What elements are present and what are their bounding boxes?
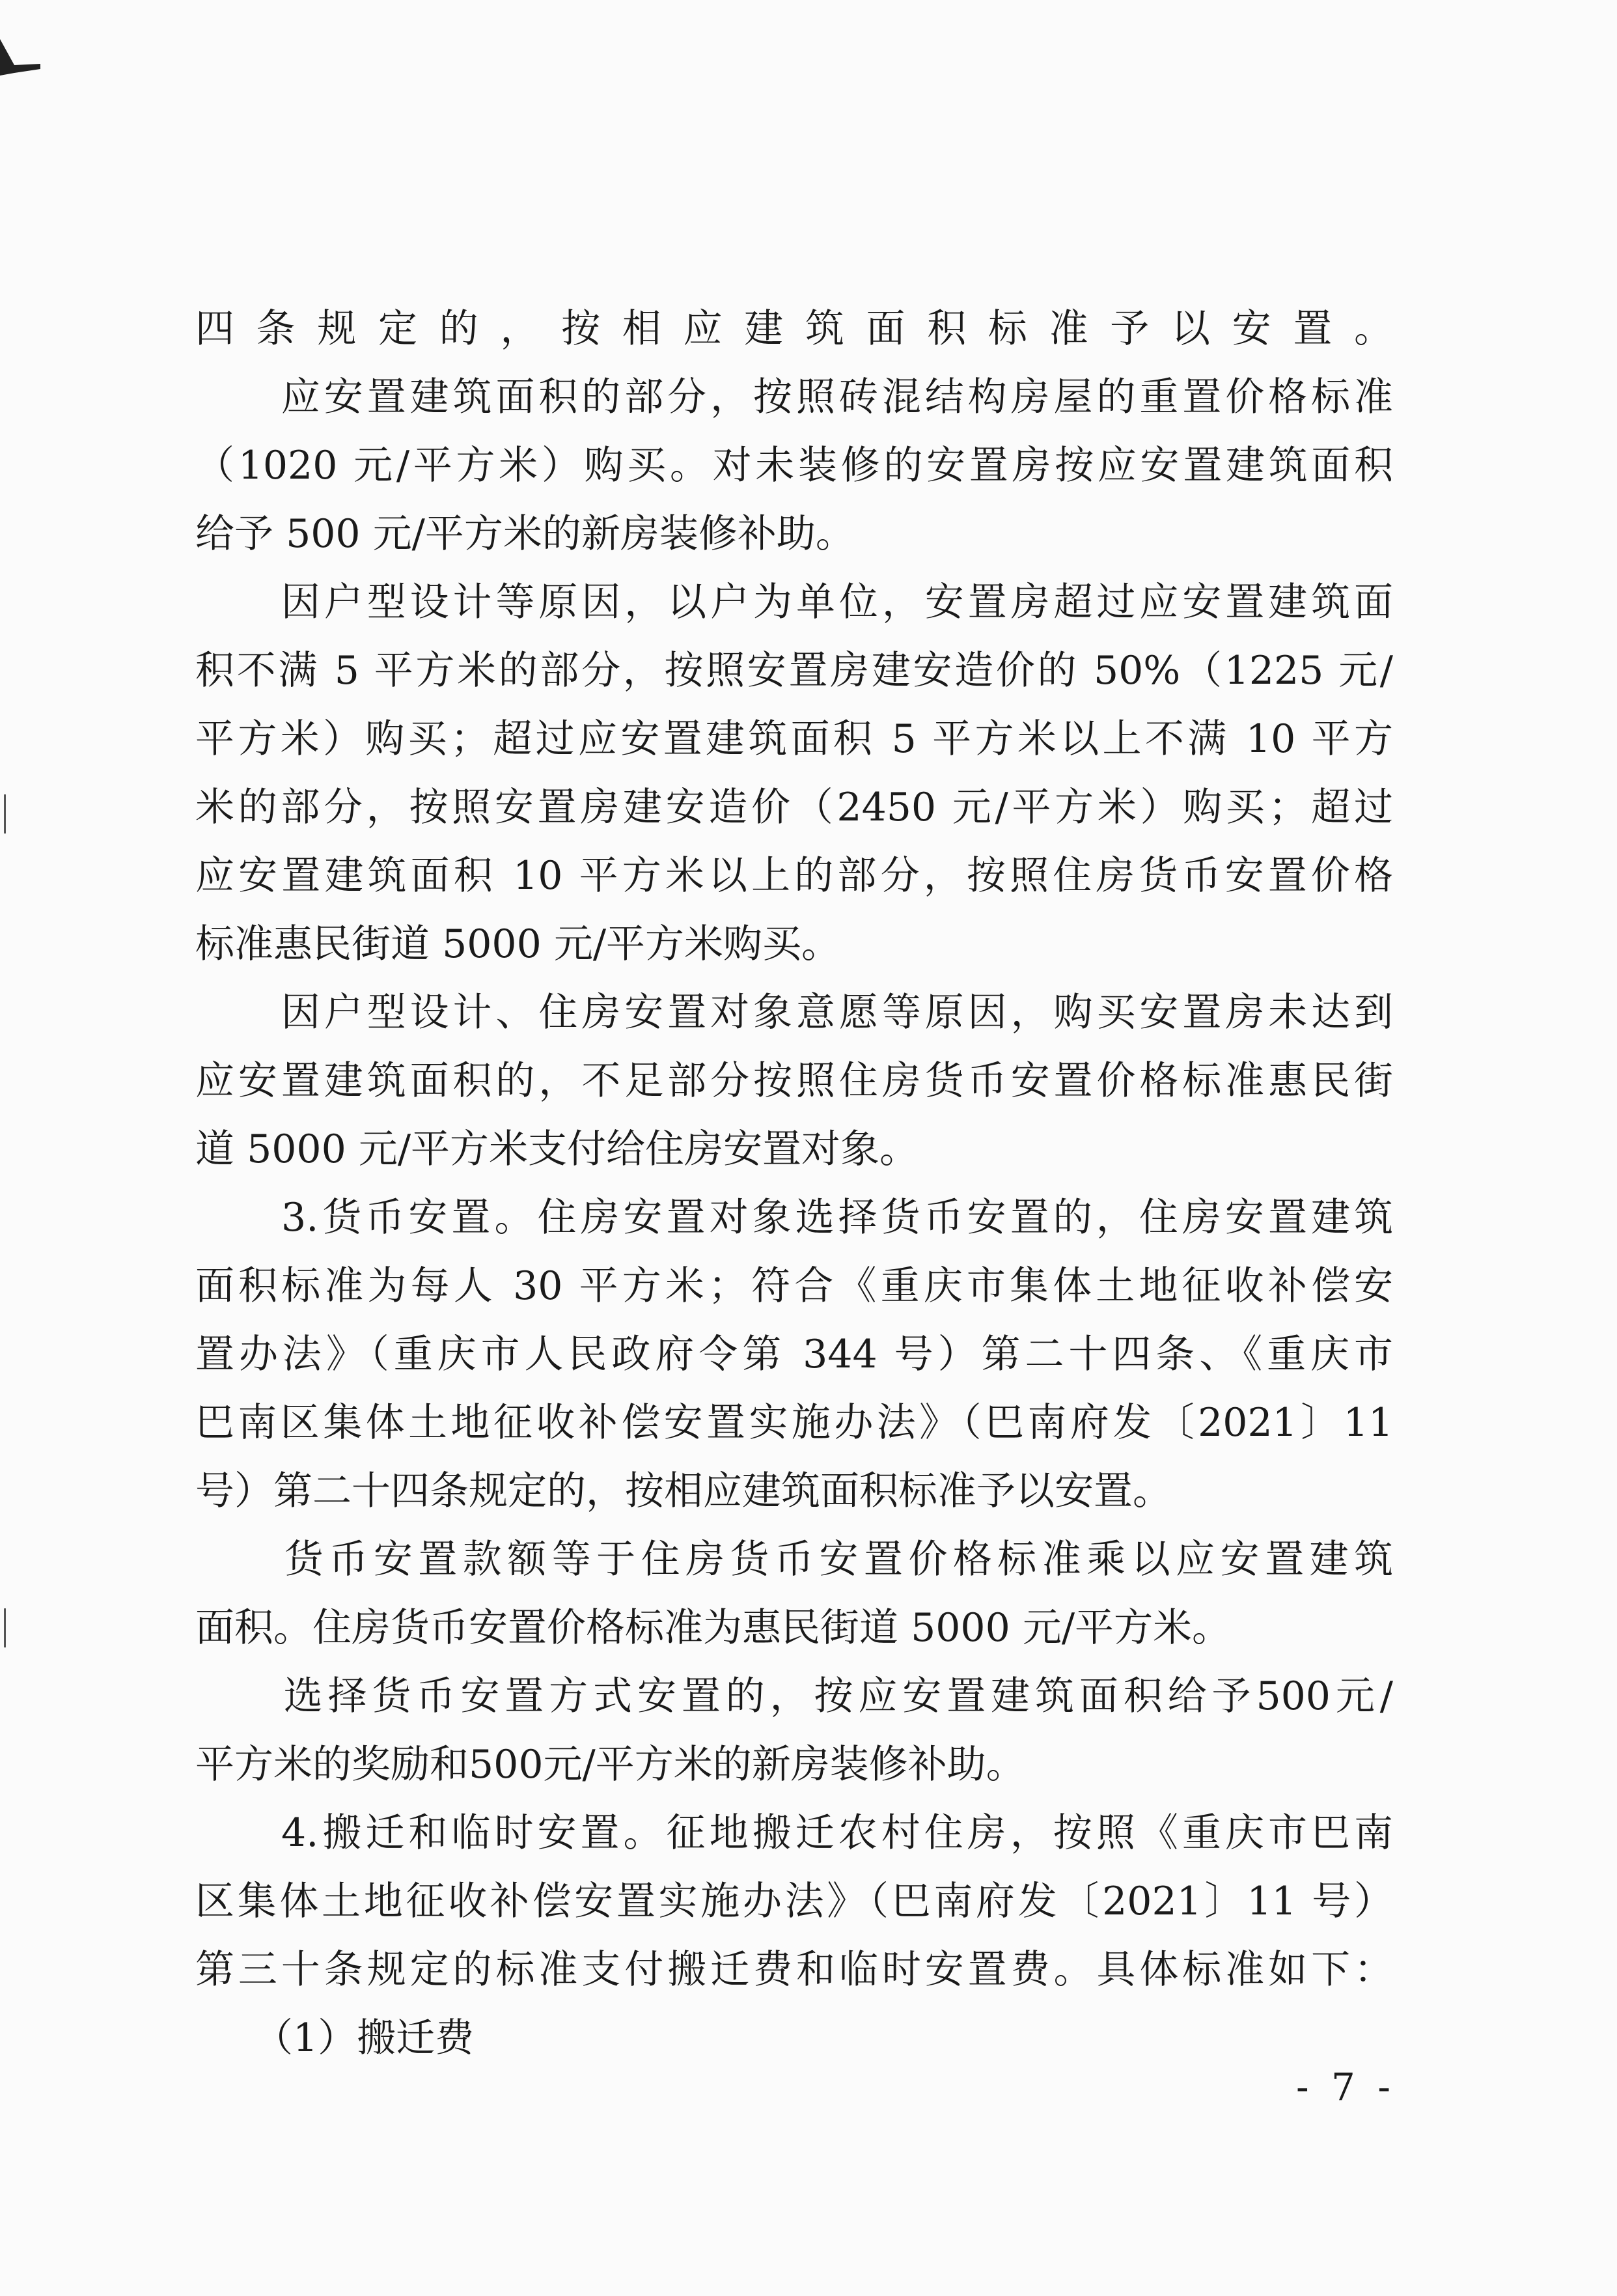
body-line: 选择货币安置方式安置的，按应安置建筑面积给予500元/ (195, 1673, 1393, 1719)
body-line: 四条规定的，按相应建筑面积标准予以安置。 (195, 306, 1393, 352)
body-line: 面积。住房货币安置价格标准为惠民街道 5000 元/平方米。 (195, 1605, 1232, 1651)
body-line: 货币安置款额等于住房货币安置价格标准乘以应安置建筑 (195, 1537, 1393, 1582)
body-line: 平方米）购买；超过应安置建筑面积 5 平方米以上不满 10 平方 (195, 716, 1393, 762)
body-line: 平方米的奖励和500元/平方米的新房装修补助。 (195, 1742, 1025, 1787)
body-line: 应安置建筑面积的，不足部分按照住房货币安置价格标准惠民街 (195, 1058, 1393, 1104)
body-line: 米的部分，按照安置房建安造价（2450 元/平方米）购买；超过 (195, 785, 1393, 830)
body-line: （1020 元/平方米）购买。对未装修的安置房按应安置建筑面积 (195, 443, 1393, 488)
page-number: - 7 - (1296, 2065, 1396, 2109)
body-line: 面积标准为每人 30 平方米；符合《重庆市集体土地征收补偿安 (195, 1263, 1393, 1309)
body-line: 给予 500 元/平方米的新房装修补助。 (195, 511, 855, 557)
body-line: 巴南区集体土地征收补偿安置实施办法》（巴南府发〔2021〕11 (195, 1400, 1393, 1446)
body-line: 积不满 5 平方米的部分，按照安置房建安造价的 50%（1225 元/ (195, 648, 1393, 693)
body-line: 道 5000 元/平方米支付给住房安置对象。 (195, 1127, 919, 1172)
body-line: 号）第二十四条规定的，按相应建筑面积标准予以安置。 (195, 1468, 1172, 1514)
body-line: 应安置建筑面积的部分，按照砖混结构房屋的重置价格标准 (195, 374, 1393, 420)
body-line: 3.货币安置。住房安置对象选择货币安置的，住房安置建筑 (195, 1195, 1393, 1240)
body-line: 置办法》（重庆市人民政府令第 344 号）第二十四条、《重庆市 (195, 1332, 1393, 1377)
body-line: 标准惠民街道 5000 元/平方米购买。 (195, 921, 841, 967)
body-line: 因户型设计、住房安置对象意愿等原因，购买安置房未达到 (195, 990, 1393, 1035)
body-line: 应安置建筑面积 10 平方米以上的部分，按照住房货币安置价格 (195, 853, 1393, 899)
body-line: 4.搬迁和临时安置。征地搬迁农村住房，按照《重庆市巴南 (195, 1810, 1393, 1856)
body-line: 区集体土地征收补偿安置实施办法》（巴南府发〔2021〕11 号） (195, 1879, 1393, 1924)
body-line: 第三十条规定的标准支付搬迁费和临时安置费。具体标准如下： (195, 1947, 1393, 1993)
body-line: （1）搬迁费 (195, 2015, 475, 2061)
body-line: 因户型设计等原因，以户为单位，安置房超过应安置建筑面 (195, 580, 1393, 625)
